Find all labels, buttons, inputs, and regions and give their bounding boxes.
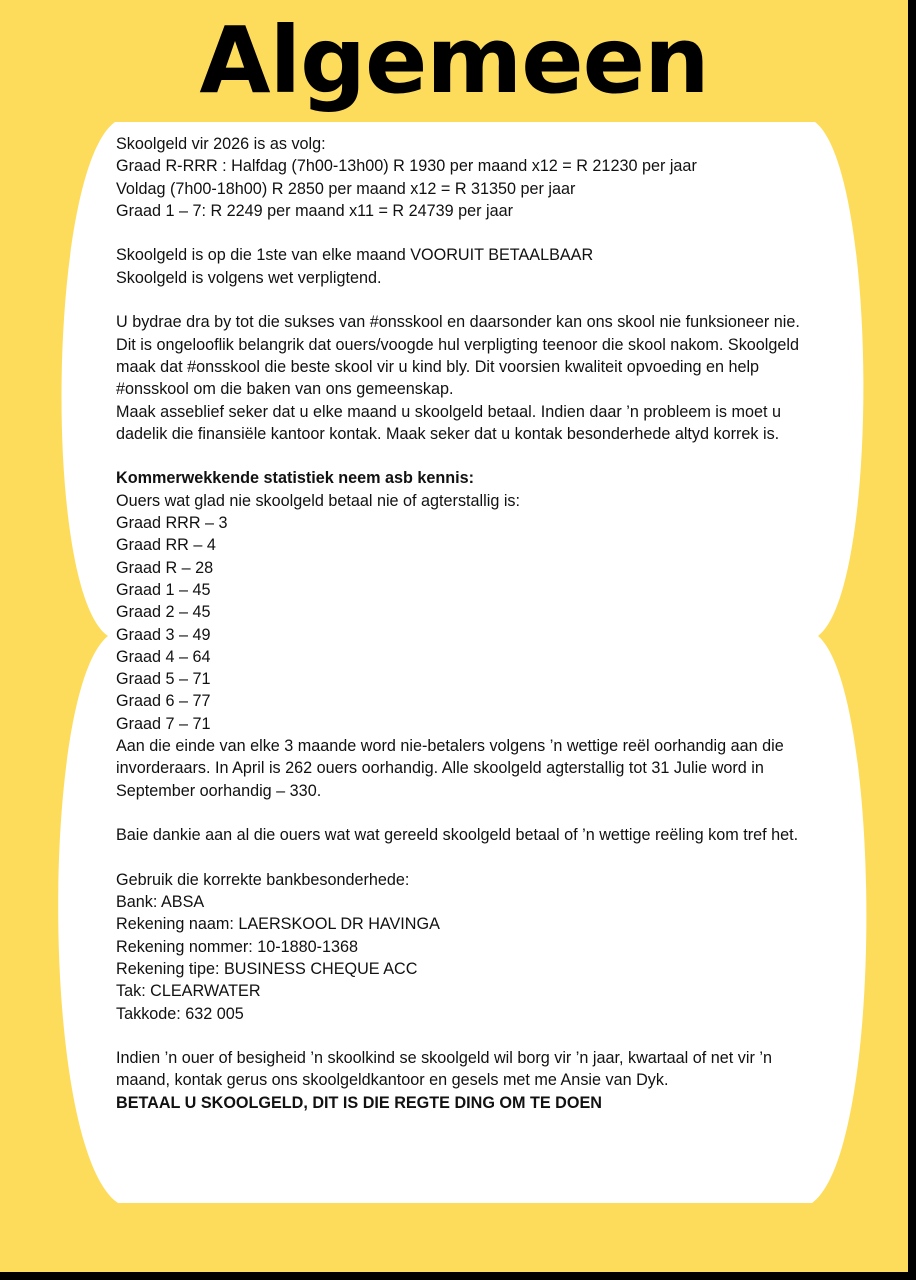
bank-account-name: Rekening naam: LAERSKOOL DR HAVINGA <box>116 915 440 934</box>
body-text <box>116 133 816 1114</box>
grade-stat: Graad 5 – 71 <box>116 670 211 689</box>
page-title: Algemeen <box>199 7 709 114</box>
contribution-paragraph-1: U bydrae dra by tot die sukses van #onsskool en daarsonder kan ons skool nie funksioneer nie. Dit is ongelooflik belangrik dat ouers/voogde hul verpligting teenoor die skool nakom. Skoolgeld maak dat #onsskool die beste skool vir u kind bly. Dit voorsien kwaliteit opvoeding en help #onsskool om die baken van ons gemeenskap. <box>116 313 800 399</box>
bank-branch-code: Takkode: 632 005 <box>116 1004 244 1023</box>
grade-stat: Graad RRR – 3 <box>116 514 228 533</box>
statistics-heading: Kommerwekkende statistiek neem asb kennis: <box>116 469 475 488</box>
contribution-paragraph-2: Maak asseblief seker dat u elke maand u skoolgeld betaal. Indien daar ’n probleem is moet u dadelik die finansiële kantoor kontak. Maak seker dat u kontak besonderhede altyd korrek is. <box>116 402 781 443</box>
grade-stat: Graad 2 – 45 <box>116 603 211 622</box>
closing-line: BETAAL U SKOOLGELD, DIT IS DIE REGTE DING OM TE DOEN <box>116 1093 602 1112</box>
grade-stat: Graad 3 – 49 <box>116 625 211 644</box>
thanks-paragraph: Baie dankie aan al die ouers wat wat gereeld skoolgeld betaal of ’n wettige reëling kom tref het. <box>116 826 799 845</box>
grade-stat: Graad R – 28 <box>116 558 214 577</box>
grade-stat: Graad 7 – 71 <box>116 714 211 733</box>
bank-account-type: Rekening tipe: BUSINESS CHEQUE ACC <box>116 959 418 978</box>
handover-paragraph: Aan die einde van elke 3 maande word nie-betalers volgens ’n wettige reël oorhandig aan die invorderaars. In April is 262 ouers oorhandig. Alle skoolgeld agterstallig tot 31 Julie word in September oorhandig – 330. <box>116 737 784 800</box>
grade-stat: Graad 1 – 45 <box>116 580 211 599</box>
fees-line-1: Graad R-RRR : Halfdag (7h00-13h00) R 1930 per maand x12 = R 21230 per jaar <box>116 157 697 176</box>
bank-account-number: Rekening nommer: 10-1880-1368 <box>116 937 359 956</box>
grade-stat: Graad 4 – 64 <box>116 647 211 666</box>
fees-line-2: Voldag (7h00-18h00) R 2850 per maand x12 = R 31350 per jaar <box>116 179 576 198</box>
payable-line-2: Skoolgeld is volgens wet verpligtend. <box>116 268 382 287</box>
grade-stat: Graad 6 – 77 <box>116 692 211 711</box>
grade-stat: Graad RR – 4 <box>116 536 216 555</box>
bank-intro: Gebruik die korrekte bankbesonderhede: <box>116 870 410 889</box>
bank-branch: Tak: CLEARWATER <box>116 982 261 1001</box>
statistics-subheading: Ouers wat glad nie skoolgeld betaal nie of agterstallig is: <box>116 491 521 510</box>
payable-line-1: Skoolgeld is op die 1ste van elke maand VOORUIT BETAALBAAR <box>116 246 594 265</box>
sponsor-paragraph: Indien ’n ouer of besigheid ’n skoolkind se skoolgeld wil borg vir ’n jaar, kwartaal of net vir ’n maand, kontak gerus ons skoolgeldkantoor en gesels met me Ansie van Dyk. <box>116 1049 772 1090</box>
fees-intro: Skoolgeld vir 2026 is as volg: <box>116 135 326 153</box>
fees-line-3: Graad 1 – 7: R 2249 per maand x11 = R 24739 per jaar <box>116 201 513 220</box>
bank-name: Bank: ABSA <box>116 893 205 912</box>
